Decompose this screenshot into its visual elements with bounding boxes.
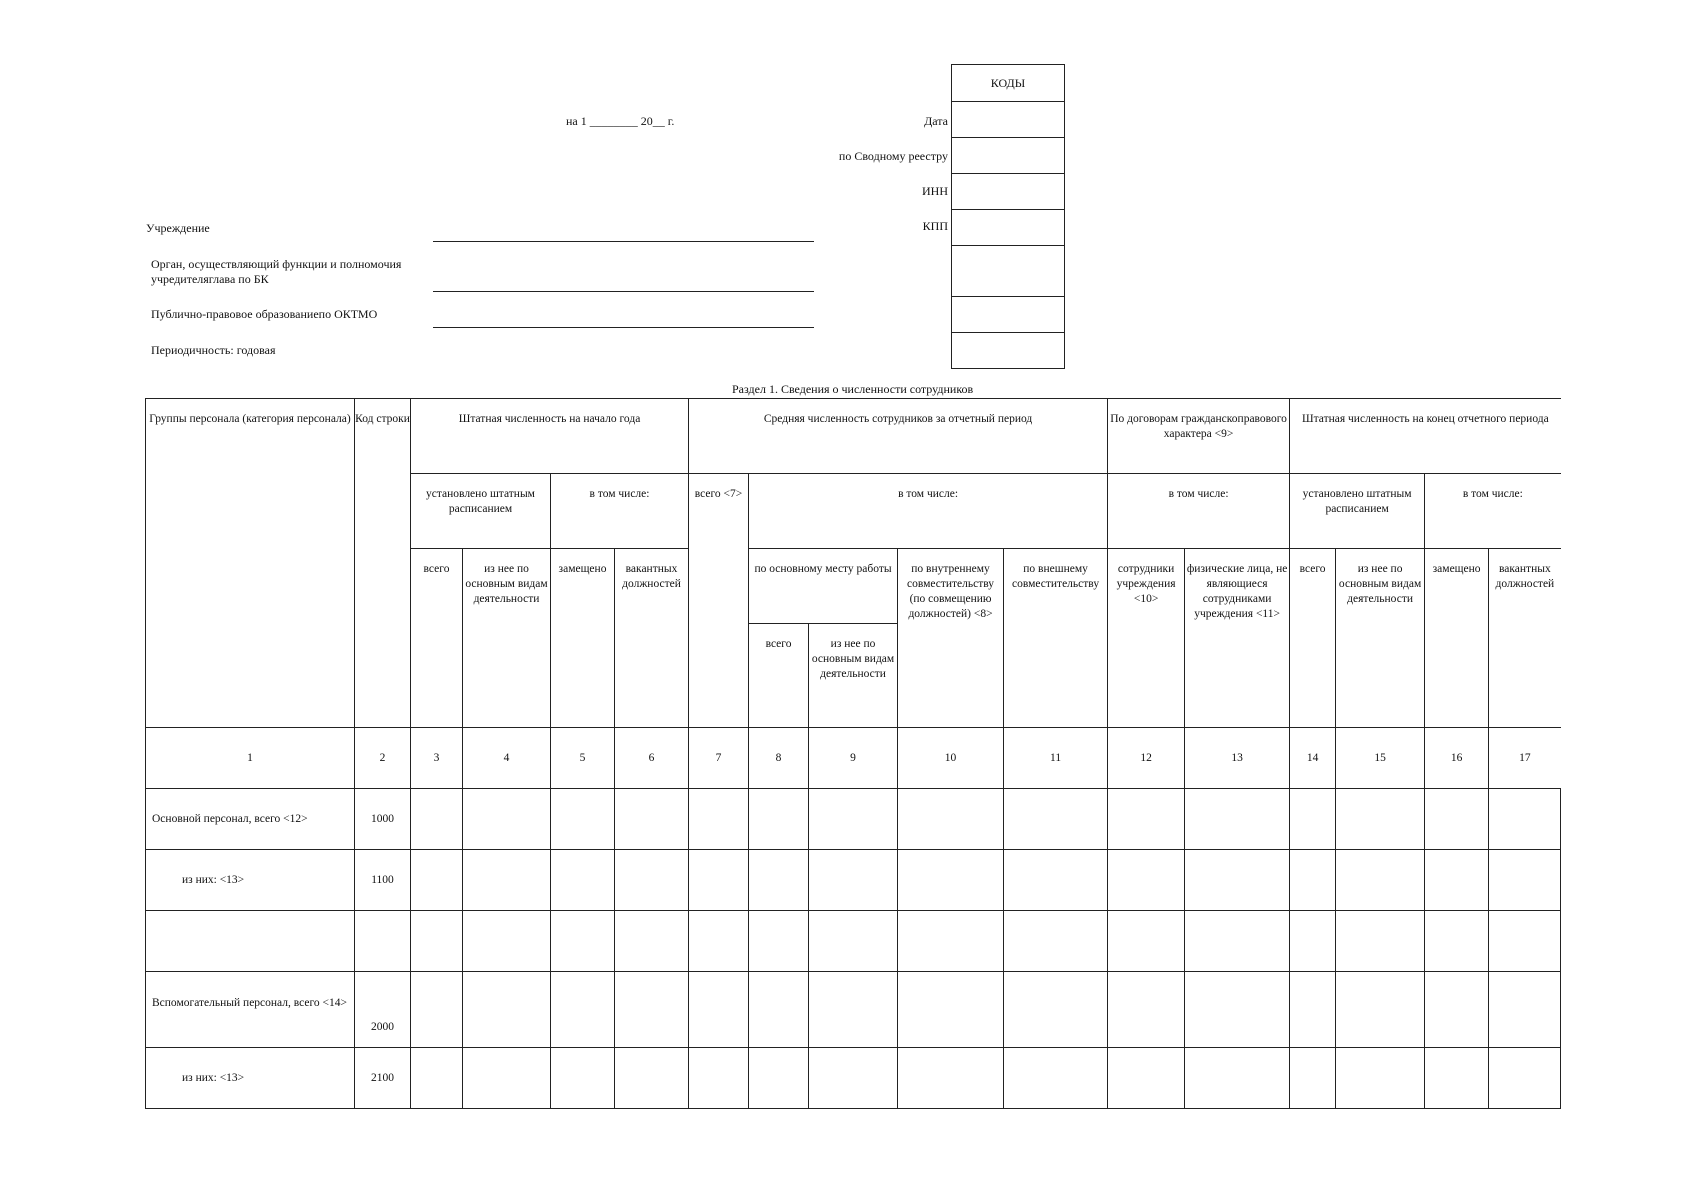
data-cell-col-3[interactable] bbox=[411, 850, 463, 911]
data-cell-col-15[interactable] bbox=[1336, 850, 1425, 911]
data-cell-col-3[interactable] bbox=[411, 1048, 463, 1109]
table-row bbox=[146, 789, 1561, 850]
codes-label-inn: ИНН bbox=[922, 184, 948, 198]
data-cell-col-5[interactable] bbox=[551, 972, 615, 1048]
data-cell-col-3[interactable] bbox=[411, 789, 463, 850]
table-row bbox=[146, 911, 1561, 972]
data-cell-col-4[interactable] bbox=[463, 1048, 551, 1109]
data-cell-col-14[interactable] bbox=[1290, 850, 1336, 911]
data-cell-col-17[interactable] bbox=[1489, 911, 1561, 972]
report-date-line: на 1 ________ 20__ г. bbox=[566, 114, 675, 128]
data-cell-col-9[interactable] bbox=[809, 1048, 898, 1109]
data-cell-col-10[interactable] bbox=[898, 911, 1004, 972]
col-number-1: 1 bbox=[146, 728, 355, 789]
data-cell-col-16[interactable] bbox=[1425, 911, 1489, 972]
data-cell-col-6[interactable] bbox=[615, 789, 689, 850]
col-number-10: 10 bbox=[898, 728, 1004, 789]
data-cell-col-12[interactable] bbox=[1108, 1048, 1185, 1109]
data-cell-col-16[interactable] bbox=[1425, 972, 1489, 1048]
header-iz-nee-start: из нее по основным видам деятельности bbox=[463, 549, 551, 728]
data-cell-col-7[interactable] bbox=[689, 972, 749, 1048]
period-label: Периодичность: годовая bbox=[151, 343, 276, 357]
data-cell-col-6[interactable] bbox=[615, 850, 689, 911]
data-cell-col-15[interactable] bbox=[1336, 972, 1425, 1048]
data-cell-col-6[interactable] bbox=[615, 911, 689, 972]
uchrezhdenie-field-line[interactable] bbox=[433, 241, 814, 242]
code-cell-period[interactable] bbox=[952, 333, 1065, 369]
header-zamescheno-start: замещено bbox=[551, 549, 615, 728]
codes-label-reestr: по Сводному реестру bbox=[838, 149, 948, 163]
data-cell-col-5[interactable] bbox=[551, 850, 615, 911]
header-vsego-7: всего <7> bbox=[689, 474, 749, 728]
table-row bbox=[146, 850, 1561, 911]
data-cell-col-8[interactable] bbox=[749, 850, 809, 911]
organ-label-line1: Орган, осуществляющий функции и полномочия bbox=[151, 257, 402, 271]
data-cell-col-11[interactable] bbox=[1004, 850, 1108, 911]
data-cell-col-12[interactable] bbox=[1108, 911, 1185, 972]
row-code: 2000 bbox=[355, 972, 411, 1048]
staff-table bbox=[145, 398, 1561, 1109]
header-v-tom-chisle-avg: в том числе: bbox=[749, 474, 1108, 549]
col-number-11: 11 bbox=[1004, 728, 1108, 789]
data-cell-col-15[interactable] bbox=[1336, 911, 1425, 972]
data-cell-col-12[interactable] bbox=[1108, 789, 1185, 850]
data-cell-col-9[interactable] bbox=[809, 789, 898, 850]
organ-field-line[interactable] bbox=[433, 291, 814, 292]
row-code: 2100 bbox=[355, 1048, 411, 1109]
code-cell-glava[interactable] bbox=[952, 246, 1065, 297]
row-code bbox=[355, 911, 411, 972]
col-number-8: 8 bbox=[749, 728, 809, 789]
data-cell-col-16[interactable] bbox=[1425, 1048, 1489, 1109]
header-vakant-end: вакантных должностей bbox=[1489, 549, 1561, 728]
codes-label-date: Дата bbox=[924, 114, 948, 128]
data-cell-col-13[interactable] bbox=[1185, 972, 1290, 1048]
data-cell-col-8[interactable] bbox=[749, 1048, 809, 1109]
code-cell-oktmo[interactable] bbox=[952, 297, 1065, 333]
data-cell-col-17[interactable] bbox=[1489, 850, 1561, 911]
row-label bbox=[146, 911, 355, 972]
col-number-5: 5 bbox=[551, 728, 615, 789]
header-zamescheno-end: замещено bbox=[1425, 549, 1489, 728]
row-label: из них: <13> bbox=[146, 1048, 355, 1109]
row-label: Вспомогательный персонал, всего <14> bbox=[146, 972, 355, 1048]
data-cell-col-7[interactable] bbox=[689, 1048, 749, 1109]
data-cell-col-15[interactable] bbox=[1336, 1048, 1425, 1109]
data-cell-col-10[interactable] bbox=[898, 850, 1004, 911]
data-cell-col-3[interactable] bbox=[411, 972, 463, 1048]
data-cell-col-8[interactable] bbox=[749, 789, 809, 850]
codes-box bbox=[951, 64, 1065, 369]
data-cell-col-3[interactable] bbox=[411, 911, 463, 972]
col-number-2: 2 bbox=[355, 728, 411, 789]
col-number-6: 6 bbox=[615, 728, 689, 789]
data-cell-col-10[interactable] bbox=[898, 972, 1004, 1048]
header-iz-nee-end: из нее по основным видам деятельности bbox=[1336, 549, 1425, 728]
header-code: Код строки bbox=[355, 399, 411, 728]
codes-title: КОДЫ bbox=[952, 65, 1065, 102]
data-cell-col-10[interactable] bbox=[898, 789, 1004, 850]
data-cell-col-17[interactable] bbox=[1489, 789, 1561, 850]
data-cell-col-8[interactable] bbox=[749, 911, 809, 972]
col-number-7: 7 bbox=[689, 728, 749, 789]
header-groups: Группы персонала (категория персонала) bbox=[146, 399, 355, 728]
section-title: Раздел 1. Сведения о численности сотрудников bbox=[732, 382, 974, 396]
header-vsego-osn: всего bbox=[749, 624, 809, 728]
data-cell-col-14[interactable] bbox=[1290, 911, 1336, 972]
data-cell-col-11[interactable] bbox=[1004, 1048, 1108, 1109]
header-v-tom-chisle-start: в том числе: bbox=[551, 474, 689, 549]
header-ustanovleno-start: установлено штатным расписанием bbox=[411, 474, 551, 549]
table-row bbox=[146, 972, 1561, 1048]
data-cell-col-5[interactable] bbox=[551, 789, 615, 850]
header-vsego-end: всего bbox=[1290, 549, 1336, 728]
data-cell-col-17[interactable] bbox=[1489, 1048, 1561, 1109]
header-ustanovleno-end: установлено штатным расписанием bbox=[1290, 474, 1425, 549]
data-cell-col-12[interactable] bbox=[1108, 850, 1185, 911]
col-number-17: 17 bbox=[1489, 728, 1561, 789]
data-cell-col-9[interactable] bbox=[809, 972, 898, 1048]
data-cell-col-7[interactable] bbox=[689, 850, 749, 911]
codes-label-kpp: КПП bbox=[922, 219, 948, 233]
data-cell-col-7[interactable] bbox=[689, 911, 749, 972]
header-end-headcount: Штатная численность на конец отчетного периода bbox=[1290, 399, 1561, 474]
data-cell-col-13[interactable] bbox=[1185, 789, 1290, 850]
col-number-16: 16 bbox=[1425, 728, 1489, 789]
col-number-14: 14 bbox=[1290, 728, 1336, 789]
row-label: из них: <13> bbox=[146, 850, 355, 911]
ppo-field-line[interactable] bbox=[433, 327, 814, 328]
data-cell-col-14[interactable] bbox=[1290, 1048, 1336, 1109]
data-cell-col-11[interactable] bbox=[1004, 911, 1108, 972]
col-number-3: 3 bbox=[411, 728, 463, 789]
header-avg-headcount: Средняя численность сотрудников за отчетный период bbox=[689, 399, 1108, 474]
data-cell-col-14[interactable] bbox=[1290, 972, 1336, 1048]
data-cell-col-15[interactable] bbox=[1336, 789, 1425, 850]
col-number-9: 9 bbox=[809, 728, 898, 789]
header-osn-mesto: по основному месту работы bbox=[749, 549, 898, 624]
data-cell-col-5[interactable] bbox=[551, 911, 615, 972]
data-cell-col-10[interactable] bbox=[898, 1048, 1004, 1109]
data-cell-col-6[interactable] bbox=[615, 972, 689, 1048]
data-cell-col-9[interactable] bbox=[809, 850, 898, 911]
data-cell-col-7[interactable] bbox=[689, 789, 749, 850]
data-cell-col-5[interactable] bbox=[551, 1048, 615, 1109]
header-gph: По договорам гражданскоправового характера <9> bbox=[1108, 399, 1290, 474]
organ-label-line2: учредителяглава по БК bbox=[151, 272, 269, 286]
header-vsego-start: всего bbox=[411, 549, 463, 728]
header-iz-nee-osn: из нее по основным видам деятельности bbox=[809, 624, 898, 728]
data-cell-col-13[interactable] bbox=[1185, 1048, 1290, 1109]
col-number-12: 12 bbox=[1108, 728, 1185, 789]
data-cell-col-4[interactable] bbox=[463, 972, 551, 1048]
header-fiz: физические лица, не являющиеся сотрудниками учреждения <11> bbox=[1185, 549, 1290, 728]
data-cell-col-16[interactable] bbox=[1425, 850, 1489, 911]
header-vakant-start: вакантных должностей bbox=[615, 549, 689, 728]
row-code: 1000 bbox=[355, 789, 411, 850]
code-cell-reestr[interactable] bbox=[952, 138, 1065, 174]
data-cell-col-12[interactable] bbox=[1108, 972, 1185, 1048]
col-number-13: 13 bbox=[1185, 728, 1290, 789]
header-vnesh: по внешнему совместительству bbox=[1004, 549, 1108, 728]
header-vnutr: по внутреннему совместительству (по совмещению должностей) <8> bbox=[898, 549, 1004, 728]
code-cell-kpp[interactable] bbox=[952, 210, 1065, 246]
row-label: Основной персонал, всего <12> bbox=[146, 789, 355, 850]
col-number-4: 4 bbox=[463, 728, 551, 789]
data-cell-col-13[interactable] bbox=[1185, 911, 1290, 972]
data-cell-col-4[interactable] bbox=[463, 911, 551, 972]
data-cell-col-4[interactable] bbox=[463, 850, 551, 911]
data-cell-col-16[interactable] bbox=[1425, 789, 1489, 850]
data-cell-col-11[interactable] bbox=[1004, 789, 1108, 850]
data-cell-col-11[interactable] bbox=[1004, 972, 1108, 1048]
ppo-label: Публично-правовое образованиепо ОКТМО bbox=[151, 307, 378, 321]
header-v-tom-chisle-gph: в том числе: bbox=[1108, 474, 1290, 549]
code-cell-date[interactable] bbox=[952, 102, 1065, 138]
header-v-tom-chisle-end: в том числе: bbox=[1425, 474, 1561, 549]
code-cell-inn[interactable] bbox=[952, 174, 1065, 210]
uchrezhdenie-label: Учреждение bbox=[146, 221, 210, 235]
data-cell-col-9[interactable] bbox=[809, 911, 898, 972]
header-start-headcount: Штатная численность на начало года bbox=[411, 399, 689, 474]
table-row bbox=[146, 1048, 1561, 1109]
data-cell-col-4[interactable] bbox=[463, 789, 551, 850]
data-cell-col-17[interactable] bbox=[1489, 972, 1561, 1048]
row-code: 1100 bbox=[355, 850, 411, 911]
data-cell-col-14[interactable] bbox=[1290, 789, 1336, 850]
data-cell-col-6[interactable] bbox=[615, 1048, 689, 1109]
data-cell-col-8[interactable] bbox=[749, 972, 809, 1048]
col-number-15: 15 bbox=[1336, 728, 1425, 789]
header-sotr: сотрудники учреждения <10> bbox=[1108, 549, 1185, 728]
data-cell-col-13[interactable] bbox=[1185, 850, 1290, 911]
